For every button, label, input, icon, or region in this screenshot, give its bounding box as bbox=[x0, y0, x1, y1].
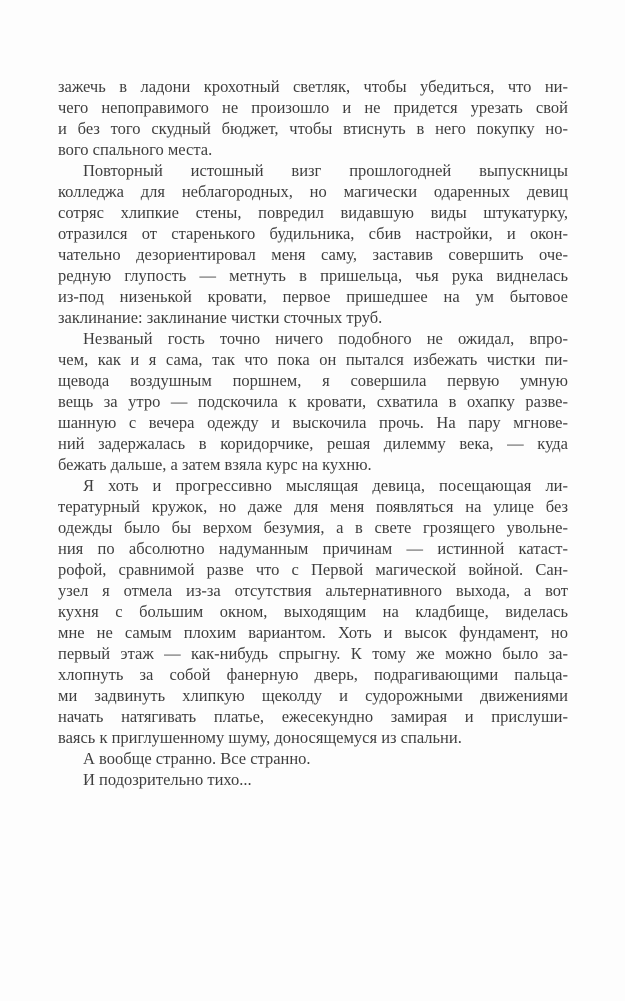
text-line: Повторный истошный визг прошлогодней выпускницы bbox=[83, 161, 568, 180]
text-line: Незваный гость точно ничего подобного не ожидал, впро- bbox=[83, 329, 568, 348]
text-line: шанную с вечера одежду и выскочила прочь. На пару мгнове- bbox=[58, 413, 568, 432]
text-line: и без того скудный бюджет, чтобы втиснуть в него покупку но- bbox=[58, 119, 568, 138]
text-line: одежды было бы верхом безумия, а в свете грозящего увольне- bbox=[58, 518, 568, 537]
text-line: начать натягивать платье, ежесекундно замирая и прислуши- bbox=[58, 707, 568, 726]
text-line: хлопнуть за собой фанерную дверь, подрагивающими пальца- bbox=[58, 665, 568, 684]
text-line: колледжа для неблагородных, но магически одаренных девиц bbox=[58, 182, 568, 201]
paragraph bbox=[58, 769, 568, 790]
text-line: зажечь в ладони крохотный светляк, чтобы убедиться, что ни- bbox=[58, 77, 568, 96]
text-line: чательно дезориентировал меня саму, заставив совершить оче- bbox=[58, 245, 568, 264]
text-line: отразился от старенького будильника, сбив настройки, и окон- bbox=[58, 224, 568, 243]
text-line: кухня с большим окном, выходящим на кладбище, виделась bbox=[58, 602, 568, 621]
page-text bbox=[58, 76, 568, 790]
text-line: из-под низенькой кровати, первое пришедшее на ум бытовое bbox=[58, 287, 568, 306]
text-line: первый этаж — как-нибудь спрыгну. К тому же можно было за- bbox=[58, 644, 568, 663]
text-line: И подозрительно тихо... bbox=[83, 770, 252, 789]
text-line: вого спального места. bbox=[58, 140, 213, 159]
text-line: ния по абсолютно надуманным причинам — истинной катаст- bbox=[58, 539, 568, 558]
text-line: А вообще странно. Все странно. bbox=[83, 749, 311, 768]
paragraph bbox=[58, 748, 568, 769]
text-line: редную глупость — метнуть в пришельца, чья рука виднелась bbox=[58, 266, 568, 285]
text-line: чего непоправимого не произошло и не придется урезать свой bbox=[58, 98, 568, 117]
text-line: мне не самым плохим вариантом. Хоть и высок фундамент, но bbox=[58, 623, 568, 642]
text-line: вещь за утро — подскочила к кровати, схватила в охапку разве- bbox=[58, 392, 568, 411]
text-line: щевода воздушным поршнем, я совершила первую умную bbox=[58, 371, 568, 390]
text-line: тературный кружок, но даже для меня появляться на улице без bbox=[58, 497, 568, 516]
paragraph bbox=[58, 160, 568, 328]
paragraph bbox=[58, 328, 568, 475]
text-line: рофой, сравнимой разве что с Первой магической войной. Сан- bbox=[58, 560, 568, 579]
paragraph bbox=[58, 76, 568, 160]
text-line: заклинание: заклинание чистки сточных труб. bbox=[58, 308, 383, 327]
text-line: сотряс хлипкие стены, повредил видавшую виды штукатурку, bbox=[58, 203, 568, 222]
text-line: ваясь к приглушенному шуму, доносящемуся из спальни. bbox=[58, 728, 462, 747]
paragraph bbox=[58, 475, 568, 748]
text-line: ми задвинуть хлипкую щеколду и судорожными движениями bbox=[58, 686, 568, 705]
text-line: ний задержалась в коридорчике, решая дилемму века, — куда bbox=[58, 434, 568, 453]
text-line: чем, как и я сама, так что пока он пытался избежать чистки пи- bbox=[58, 350, 568, 369]
text-line: Я хоть и прогрессивно мыслящая девица, посещающая ли- bbox=[83, 476, 568, 495]
text-line: узел я отмела из-за отсутствия альтернативного выхода, а вот bbox=[58, 581, 568, 600]
text-line: бежать дальше, а затем взяла курс на кухню. bbox=[58, 455, 372, 474]
